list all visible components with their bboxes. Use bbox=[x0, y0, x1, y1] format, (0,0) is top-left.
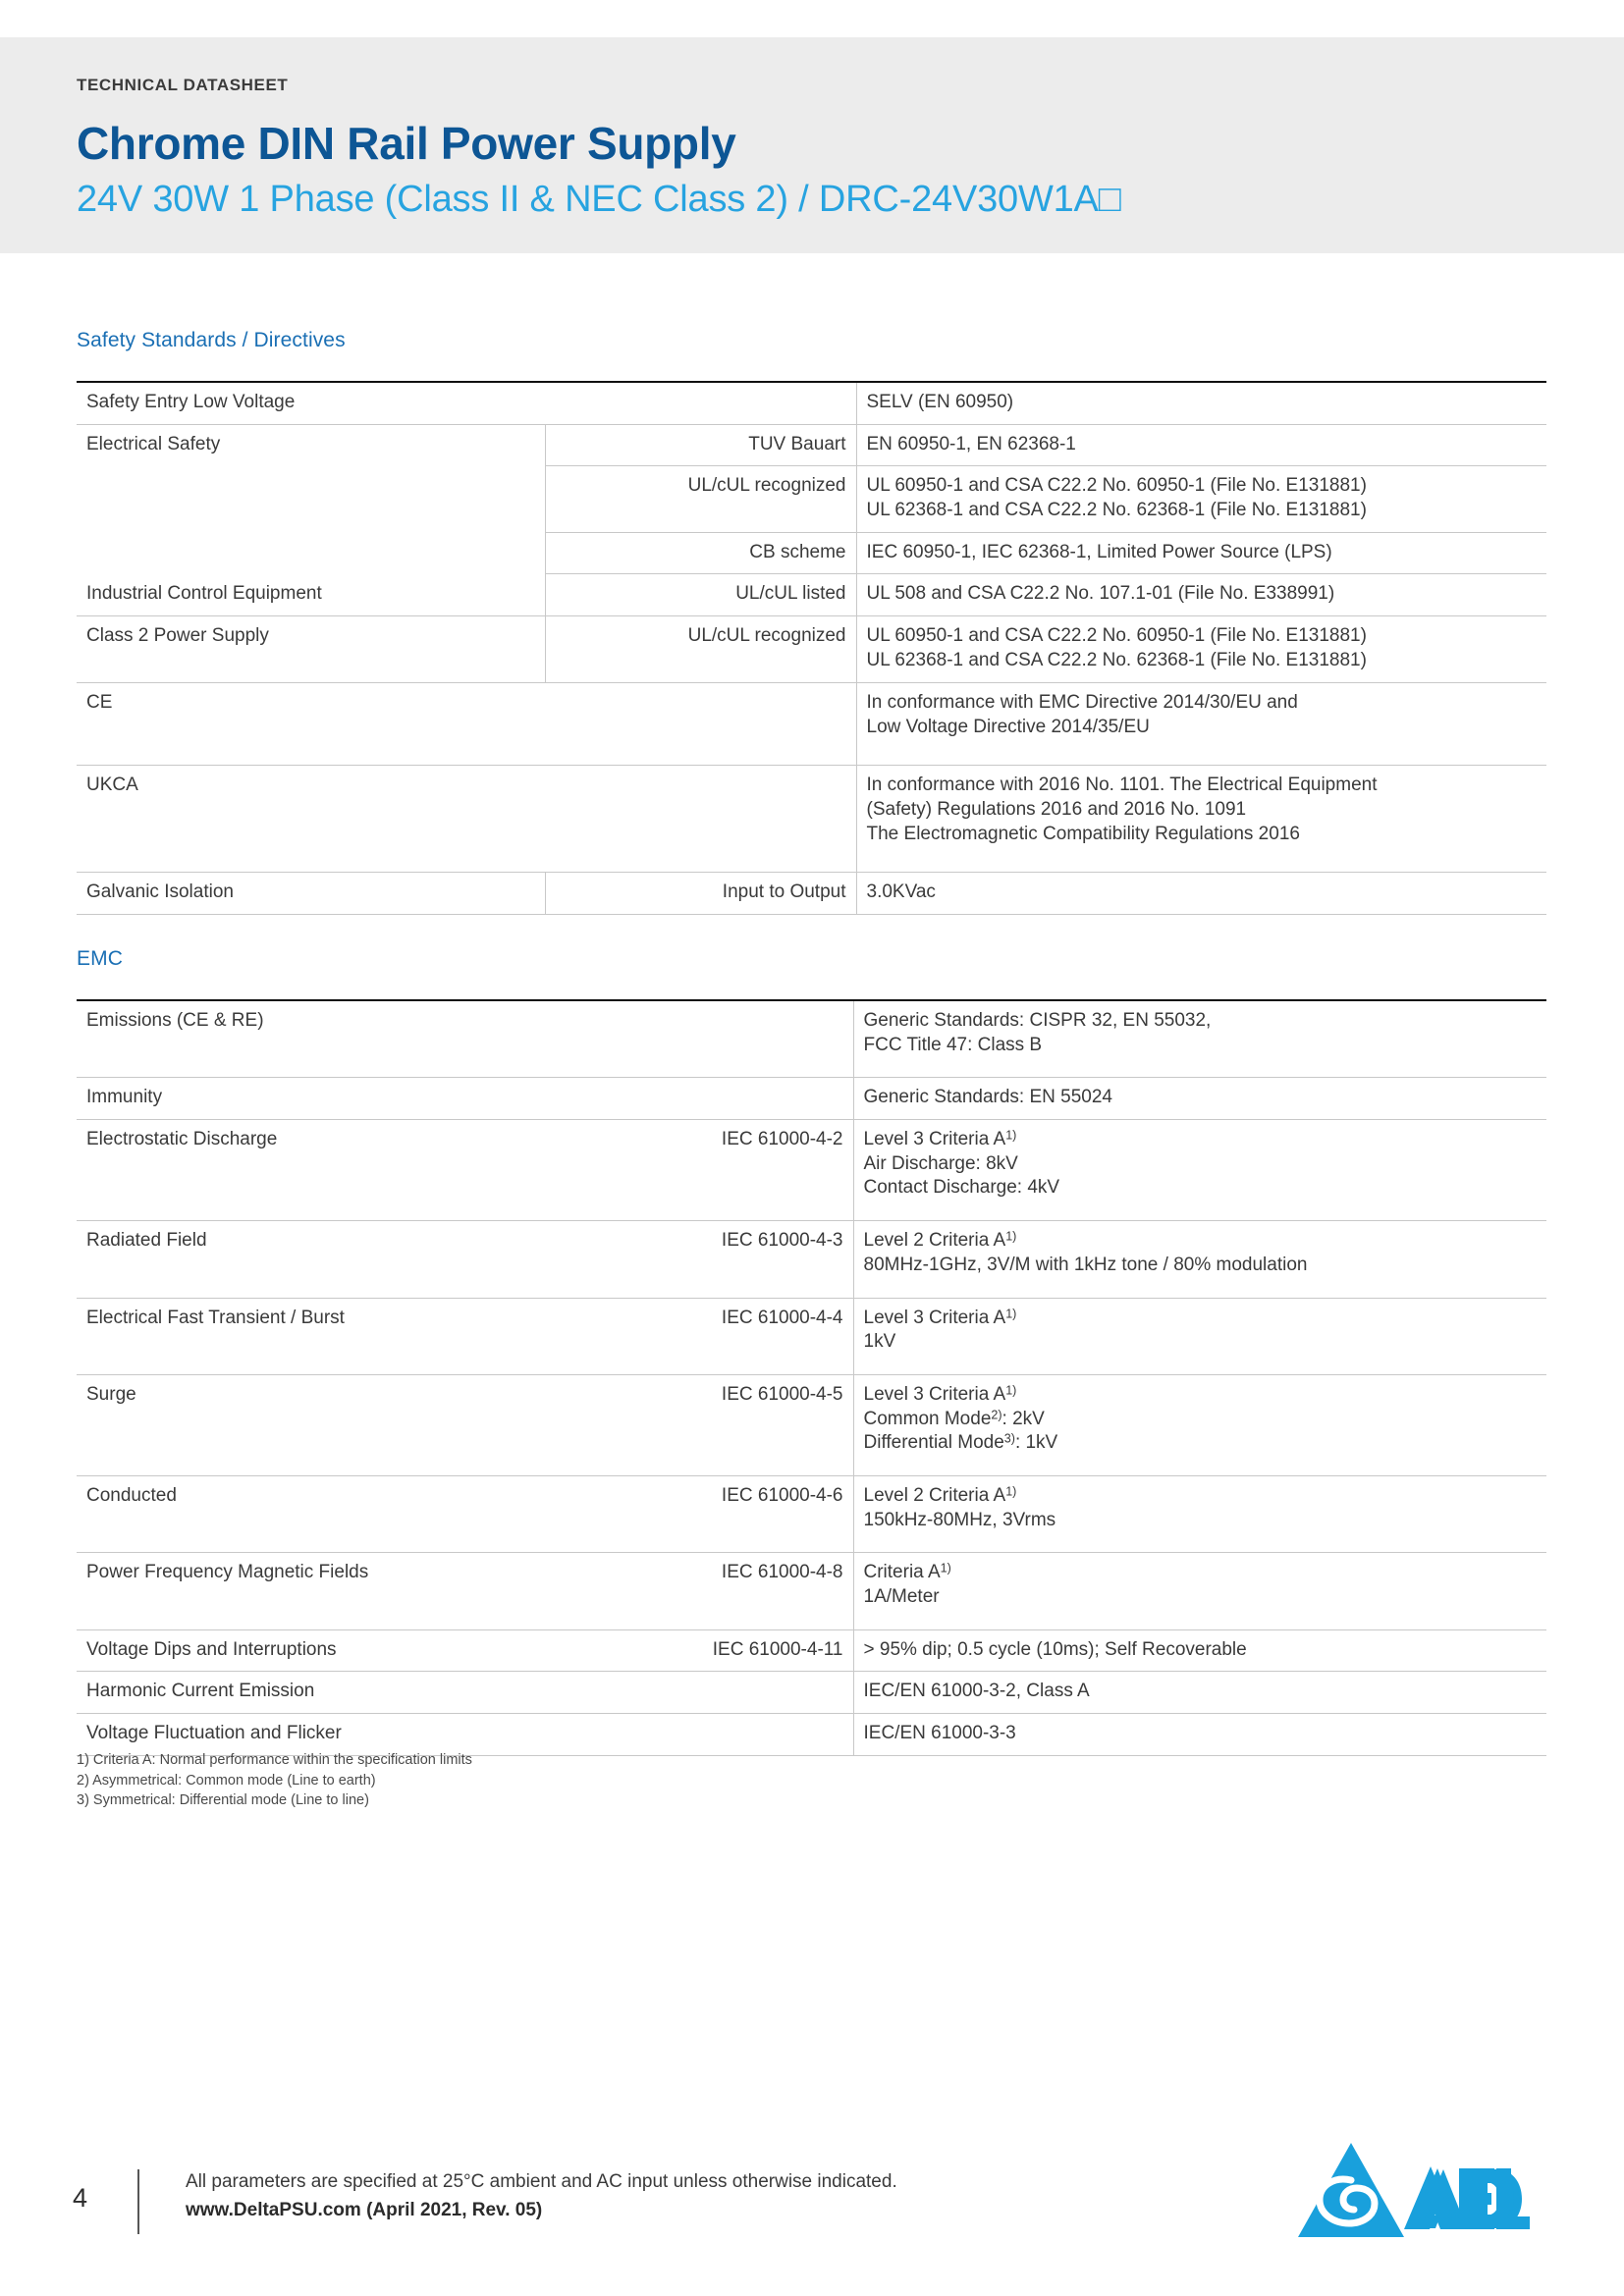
table-row bbox=[77, 574, 1546, 616]
page-header-band bbox=[0, 37, 1624, 253]
table-row bbox=[77, 1714, 1546, 1756]
row-label: Industrial Control Equipment bbox=[77, 574, 545, 616]
row-value: > 95% dip; 0.5 cycle (10ms); Self Recoverable bbox=[853, 1629, 1546, 1672]
row-value: Generic Standards: EN 55024 bbox=[853, 1078, 1546, 1120]
emc-table bbox=[77, 999, 1546, 1756]
row-value: In conformance with 2016 No. 1101. The Electrical Equipment (Safety) Regulations 2016 and 2016 No. 1091 The Electromagnetic Compatibility Regulations 2016 bbox=[856, 766, 1546, 873]
row-label: Immunity bbox=[77, 1078, 853, 1120]
row-qualifier: Input to Output bbox=[545, 873, 856, 915]
row-label: UKCA bbox=[77, 766, 856, 873]
table-row bbox=[77, 424, 1546, 466]
row-value: Level 2 Criteria $A^{1)}$ 150kHz-80MHz, 3Vrms bbox=[853, 1475, 1546, 1552]
section-heading-emc: EMC bbox=[77, 947, 123, 970]
document-type-label: TECHNICAL DATASHEET bbox=[77, 76, 289, 94]
table-row bbox=[77, 1672, 1546, 1714]
row-value: SELV (EN 60950) bbox=[856, 382, 1546, 424]
row-label bbox=[77, 532, 545, 574]
emc-footnotes bbox=[77, 1750, 472, 1811]
row-value: EN 60950-1, EN 62368-1 bbox=[856, 424, 1546, 466]
row-value: UL 60950-1 and CSA C22.2 No. 60950-1 (File No. E131881) UL 62368-1 and CSA C22.2 No. 62368-1 (File No. E131881) bbox=[856, 616, 1546, 683]
row-qualifier: TUV Bauart bbox=[545, 424, 856, 466]
row-standard-code: IEC 61000-4-8 bbox=[596, 1553, 853, 1629]
row-value: 3.0KVac bbox=[856, 873, 1546, 915]
footnote-item: 2) Asymmetrical: Common mode (Line to earth) bbox=[77, 1772, 376, 1789]
row-value: IEC 60950-1, IEC 62368-1, Limited Power Source (LPS) bbox=[856, 532, 1546, 574]
row-value: IEC/EN 61000-3-3 bbox=[853, 1714, 1546, 1756]
row-qualifier: CB scheme bbox=[545, 532, 856, 574]
row-standard-code: IEC 61000-4-3 bbox=[596, 1221, 853, 1298]
row-value: Level 3 Criteria $A^{1)}$ Common Mode$^{2)}$: 2kV Differential Mode$^{3)}$: 1kV bbox=[853, 1374, 1546, 1475]
table-row bbox=[77, 1000, 1546, 1078]
table-row bbox=[77, 466, 1546, 532]
row-label: CE bbox=[77, 682, 856, 765]
row-label: Galvanic Isolation bbox=[77, 873, 545, 915]
row-label: Power Frequency Magnetic Fields bbox=[77, 1553, 596, 1629]
row-value: Criteria $A^{1)}$ 1A/Meter bbox=[853, 1553, 1546, 1629]
row-qualifier: UL/cUL recognized bbox=[545, 466, 856, 532]
table-row bbox=[77, 766, 1546, 873]
row-standard-code: IEC 61000-4-2 bbox=[596, 1120, 853, 1221]
row-label: Radiated Field bbox=[77, 1221, 596, 1298]
safety-standards-table bbox=[77, 381, 1546, 915]
row-standard-code: IEC 61000-4-5 bbox=[596, 1374, 853, 1475]
row-value: In conformance with EMC Directive 2014/30/EU and Low Voltage Directive 2014/35/EU bbox=[856, 682, 1546, 765]
row-label: Conducted bbox=[77, 1475, 596, 1552]
row-value: Level 3 Criteria $A^{1)}$ 1kV bbox=[853, 1298, 1546, 1374]
table-row bbox=[77, 382, 1546, 424]
row-label: Electrostatic Discharge bbox=[77, 1120, 596, 1221]
row-value: Level 3 Criteria $A^{1)}$ Air Discharge: 8kV Contact Discharge: 4kV bbox=[853, 1120, 1546, 1221]
footer-divider bbox=[137, 2169, 139, 2234]
emc-table-body bbox=[77, 1000, 1546, 1755]
page-subtitle: 24V 30W 1 Phase (Class II & NEC Class 2) / DRC-24V30W1A□ bbox=[77, 179, 1121, 220]
row-value: UL 60950-1 and CSA C22.2 No. 60950-1 (File No. E131881) UL 62368-1 and CSA C22.2 No. 62368-1 (File No. E131881) bbox=[856, 466, 1546, 532]
row-label: Voltage Dips and Interruptions bbox=[77, 1629, 596, 1672]
delta-logo bbox=[1294, 2135, 1547, 2251]
row-label: Electrical Safety bbox=[86, 433, 221, 454]
delta-logo-text-icon bbox=[1294, 2135, 1547, 2251]
page-number: 4 bbox=[73, 2183, 88, 2213]
row-label: Harmonic Current Emission bbox=[77, 1672, 853, 1714]
table-row bbox=[77, 616, 1546, 683]
section-heading-safety: Safety Standards / Directives bbox=[77, 329, 346, 351]
footnote-item: 1) Criteria A: Normal performance within the specification limits bbox=[77, 1752, 472, 1768]
table-row bbox=[77, 532, 1546, 574]
footer-note bbox=[186, 2167, 897, 2225]
row-standard-code: IEC 61000-4-6 bbox=[596, 1475, 853, 1552]
row-qualifier: UL/cUL listed bbox=[545, 574, 856, 616]
row-label bbox=[77, 466, 545, 532]
row-label: Emissions (CE & RE) bbox=[77, 1000, 853, 1078]
table-row bbox=[77, 1475, 1546, 1552]
footnote-item: 3) Symmetrical: Differential mode (Line to line) bbox=[77, 1792, 369, 1809]
table-row bbox=[77, 682, 1546, 765]
row-label: Class 2 Power Supply bbox=[77, 616, 545, 683]
footer-note-line1: All parameters are specified at 25°C ambient and AC input unless otherwise indicated. bbox=[186, 2171, 897, 2192]
table-row bbox=[77, 1374, 1546, 1475]
row-standard-code: IEC 61000-4-4 bbox=[596, 1298, 853, 1374]
row-value: Generic Standards: CISPR 32, EN 55032, FCC Title 47: Class B bbox=[853, 1000, 1546, 1078]
row-label: Surge bbox=[77, 1374, 596, 1475]
table-row bbox=[77, 1629, 1546, 1672]
table-row bbox=[77, 873, 1546, 915]
row-value: Level 2 Criteria $A^{1)}$ 80MHz-1GHz, 3V/M with 1kHz tone / 80% modulation bbox=[853, 1221, 1546, 1298]
row-label: Safety Entry Low Voltage bbox=[77, 382, 856, 424]
page-title: Chrome DIN Rail Power Supply bbox=[77, 118, 736, 169]
row-standard-code: IEC 61000-4-11 bbox=[596, 1629, 853, 1672]
row-qualifier: UL/cUL recognized bbox=[545, 616, 856, 683]
table-row bbox=[77, 1298, 1546, 1374]
table-row bbox=[77, 1221, 1546, 1298]
table-row bbox=[77, 1553, 1546, 1629]
table-row bbox=[77, 1120, 1546, 1221]
row-value: UL 508 and CSA C22.2 No. 107.1-01 (File No. E338991) bbox=[856, 574, 1546, 616]
footer-website[interactable]: www.DeltaPSU.com (April 2021, Rev. 05) bbox=[186, 2200, 543, 2221]
row-label: Voltage Fluctuation and Flicker bbox=[77, 1714, 853, 1756]
header-content bbox=[77, 37, 1549, 221]
row-label: Electrical Fast Transient / Burst bbox=[77, 1298, 596, 1374]
table-row bbox=[77, 1078, 1546, 1120]
safety-table-body bbox=[77, 382, 1546, 914]
row-value: IEC/EN 61000-3-2, Class A bbox=[853, 1672, 1546, 1714]
